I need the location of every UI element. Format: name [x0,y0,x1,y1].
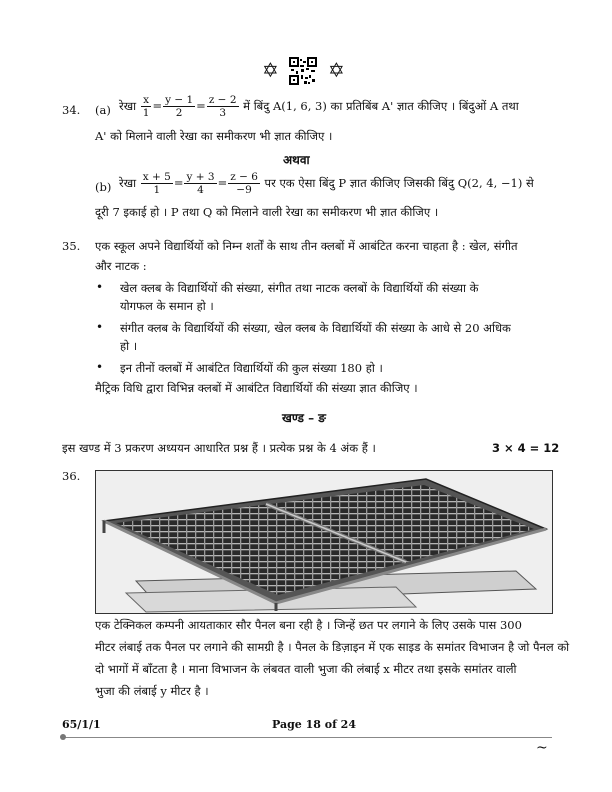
q36-number: 36. [62,469,81,483]
section-marks: 3 × 4 = 12 [492,441,560,455]
q36-line1: एक टेक्निकल कम्पनी आयताकार सौर पैनल बना रही है । जिन्हें छत पर लगाने के लिए उसके पास 300 [95,618,522,632]
q35-closing: मैट्रिक विधि द्वारा विभिन्न क्लबों में आबंटित विद्यार्थियों की संख्या ज्ञात कीजिए । [95,381,418,395]
q36-line4: भुजा की लंबाई y मीटर है । [95,684,209,698]
section-title: खण्ड – ङ [282,411,326,425]
bullet-icon: • [96,360,104,374]
star-right-icon: ✡ [328,58,345,82]
q35-bullet2-line2: हो । [120,339,138,353]
qr-code [289,57,317,85]
q34b-frac1: $\frac{x + 5}{1}$ [142,171,171,196]
footer-code: 65/1/1 [62,718,101,731]
q34a-frac3: $\frac{z - 2}{3}$ [208,94,237,119]
footer-tilde: ~ [536,740,548,756]
q35-number: 35. [62,239,81,253]
solar-panel-image [95,470,553,614]
q35-line1: एक स्कूल अपने विद्यार्थियों को निम्न शर्तों के साथ तीन क्लबों में आबंटित करना चाहता है : खेल, संगीत [95,239,518,253]
q35-line2: और नाटक : [95,259,147,273]
q34-part-a-label: (a) [95,103,111,117]
footer-rule [62,737,552,738]
q34a-line2: A' को मिलाने वाली रेखा का समीकरण भी ज्ञात कीजिए । [95,129,333,143]
q34b-line2: दूरी 7 इकाई हो । P तथा Q को मिलाने वाली रेखा का समीकरण भी ज्ञात कीजिए । [95,205,439,219]
bullet-icon: • [96,320,104,334]
q34a-frac1: $\frac{x}{1}$ [142,94,150,119]
q36-line3: दो भागों में बाँटता है । माना विभाजन के लंबवत वाली भुजा की लंबाई x मीटर तथा इसके समांतर वाली [95,662,517,676]
footer-dot-icon [60,734,66,740]
q34-or: अथवा [283,153,310,167]
star-left-icon: ✡ [262,58,279,82]
q35-bullet3: इन तीनों क्लबों में आबंटित विद्यार्थियों की कुल संख्या 180 हो । [120,361,383,375]
bullet-icon: • [96,280,104,294]
q34a-line1: रेखा $\frac{x}{1}$ = $\frac{y - 1}{2}$ = $\frac{z - 2}{3}$ में बिंदु A(1, 6, 3) का प्रतिबिंब A' ज्ञात कीजिए । बिंदुओं A तथा [119,94,519,119]
q36-line2: मीटर लंबाई तक पैनल पर लगाने की सामग्री है । पैनल के डिज़ाइन में एक साइड के समांतर विभाजन है जो पैनल को [95,640,570,654]
q35-bullet2-line1: संगीत क्लब के विद्यार्थियों की संख्या, खेल क्लब के विद्यार्थियों की संख्या के आधे से 20 अधिक [120,321,511,335]
footer-page-number: Page 18 of 24 [272,718,356,731]
q34-number: 34. [62,103,81,117]
q34a-frac2: $\frac{y - 1}{2}$ [165,94,194,119]
section-intro: इस खण्ड में 3 प्रकरण अध्ययन आधारित प्रश्न हैं । प्रत्येक प्रश्न के 4 अंक हैं । [62,441,376,455]
q35-bullet1-line1: खेल क्लब के विद्यार्थियों की संख्या, संगीत तथा नाटक क्लबों के विद्यार्थियों की संख्या के [120,281,479,295]
q34b-frac2: $\frac{y + 3}{4}$ [186,171,215,196]
q34-part-b-label: (b) [95,180,112,194]
q34b-frac3: $\frac{z - 6}{-9}$ [230,171,258,196]
q35-bullet1-line2: योगफल के समान हो । [120,299,214,313]
q34b-line1: रेखा $\frac{x + 5}{1}$ = $\frac{y + 3}{4}$ = $\frac{z - 6}{-9}$ पर एक ऐसा बिंदु P ज्ञात कीजिए जिसकी बिंदु Q(2, 4, −1) से [119,171,534,196]
